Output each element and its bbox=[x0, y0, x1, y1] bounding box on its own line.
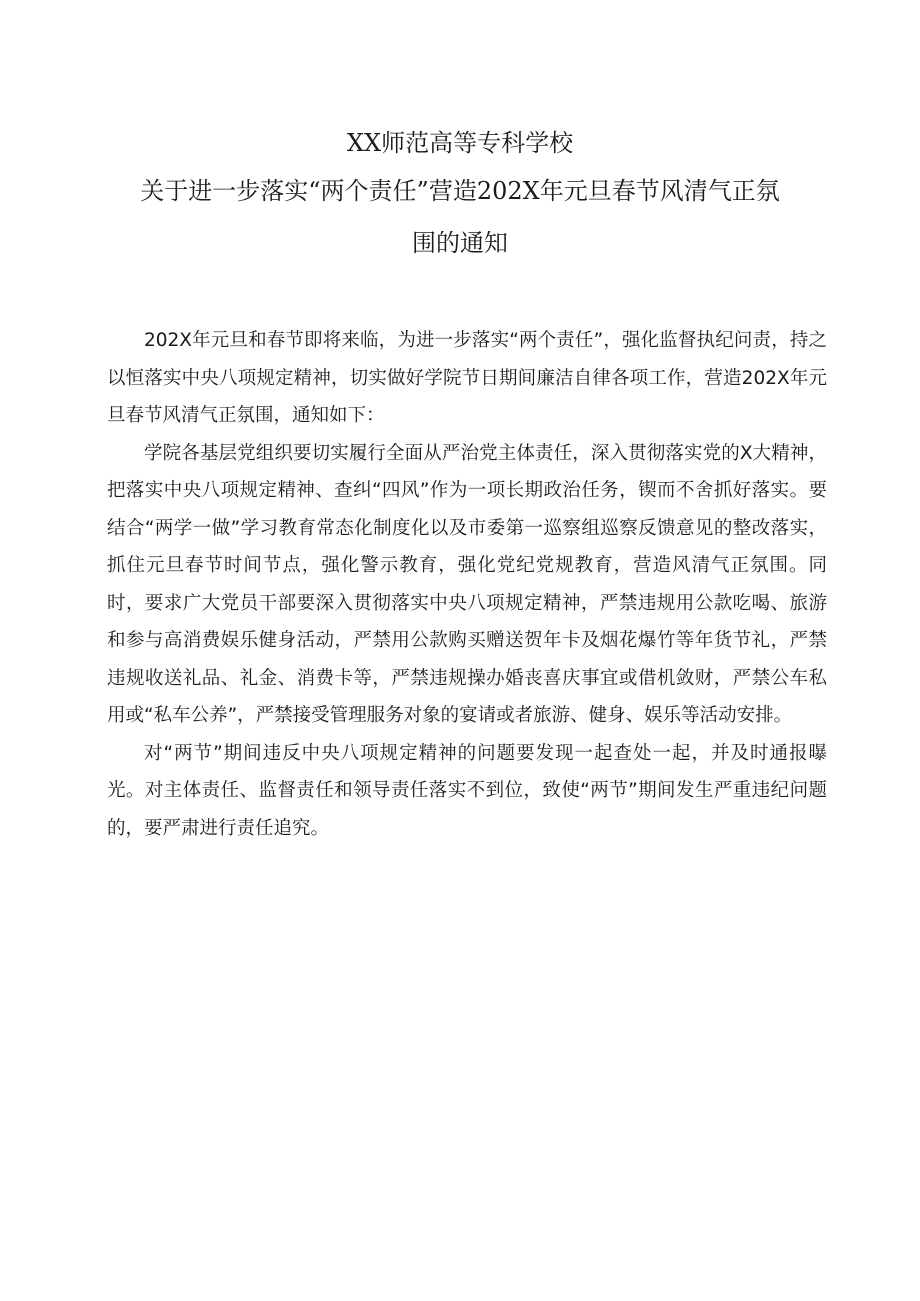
paragraph-requirements: 学院各基层党组织要切实履行全面从严治党主体责任，深入贯彻落实党的X大精神，把落实中央八项规定精神、查纠“四风”作为一项长期政治任务，锲而不舍抓好落实。要结合“两学一做”学习教育常态化制度化以及市委第一巡察组巡察反馈意见的整改落实，抓住元旦春节时间节点，强化警示教育，强化党纪党规教育，营造风清气正氛围。同时，要求广大党员干部要深入贯彻落实中央八项规定精神，严禁违规用公款吃喝、旅游和参与高消费娱乐健身活动，严禁用公款购买赠送贺年卡及烟花爆竹等年货节礼，严禁违规收送礼品、礼金、消费卡等，严禁违规操办婚丧喜庆事宜或借机敛财，严禁公车私用或“私车公养”，严禁接受管理服务对象的宴请或者旅游、健身、娱乐等活动安排。 bbox=[107, 442, 827, 726]
document-title-subject: 关于进一步落实“两个责任”营造202X年元旦春节风清气正氛 bbox=[140, 177, 780, 205]
document-title-school: XX师范高等专科学校 bbox=[346, 129, 574, 157]
paragraph-intro: 202X年元旦和春节即将来临，为进一步落实“两个责任”，强化监督执纪问责，持之以恒落实中央八项规定精神，切实做好学院节日期间廉洁自律各项工作，营造202X年元旦春节风清气正氛围，通知如下： bbox=[107, 330, 827, 426]
document-body bbox=[107, 322, 827, 847]
document-title-subject-continued: 围的通知 bbox=[412, 229, 508, 257]
paragraph-accountability: 对“两节”期间违反中央八项规定精神的问题要发现一起查处一起，并及时通报曝光。对主体责任、监督责任和领导责任落实不到位，致使“两节”期间发生严重违纪问题的，要严肃进行责任追究。 bbox=[107, 742, 827, 839]
